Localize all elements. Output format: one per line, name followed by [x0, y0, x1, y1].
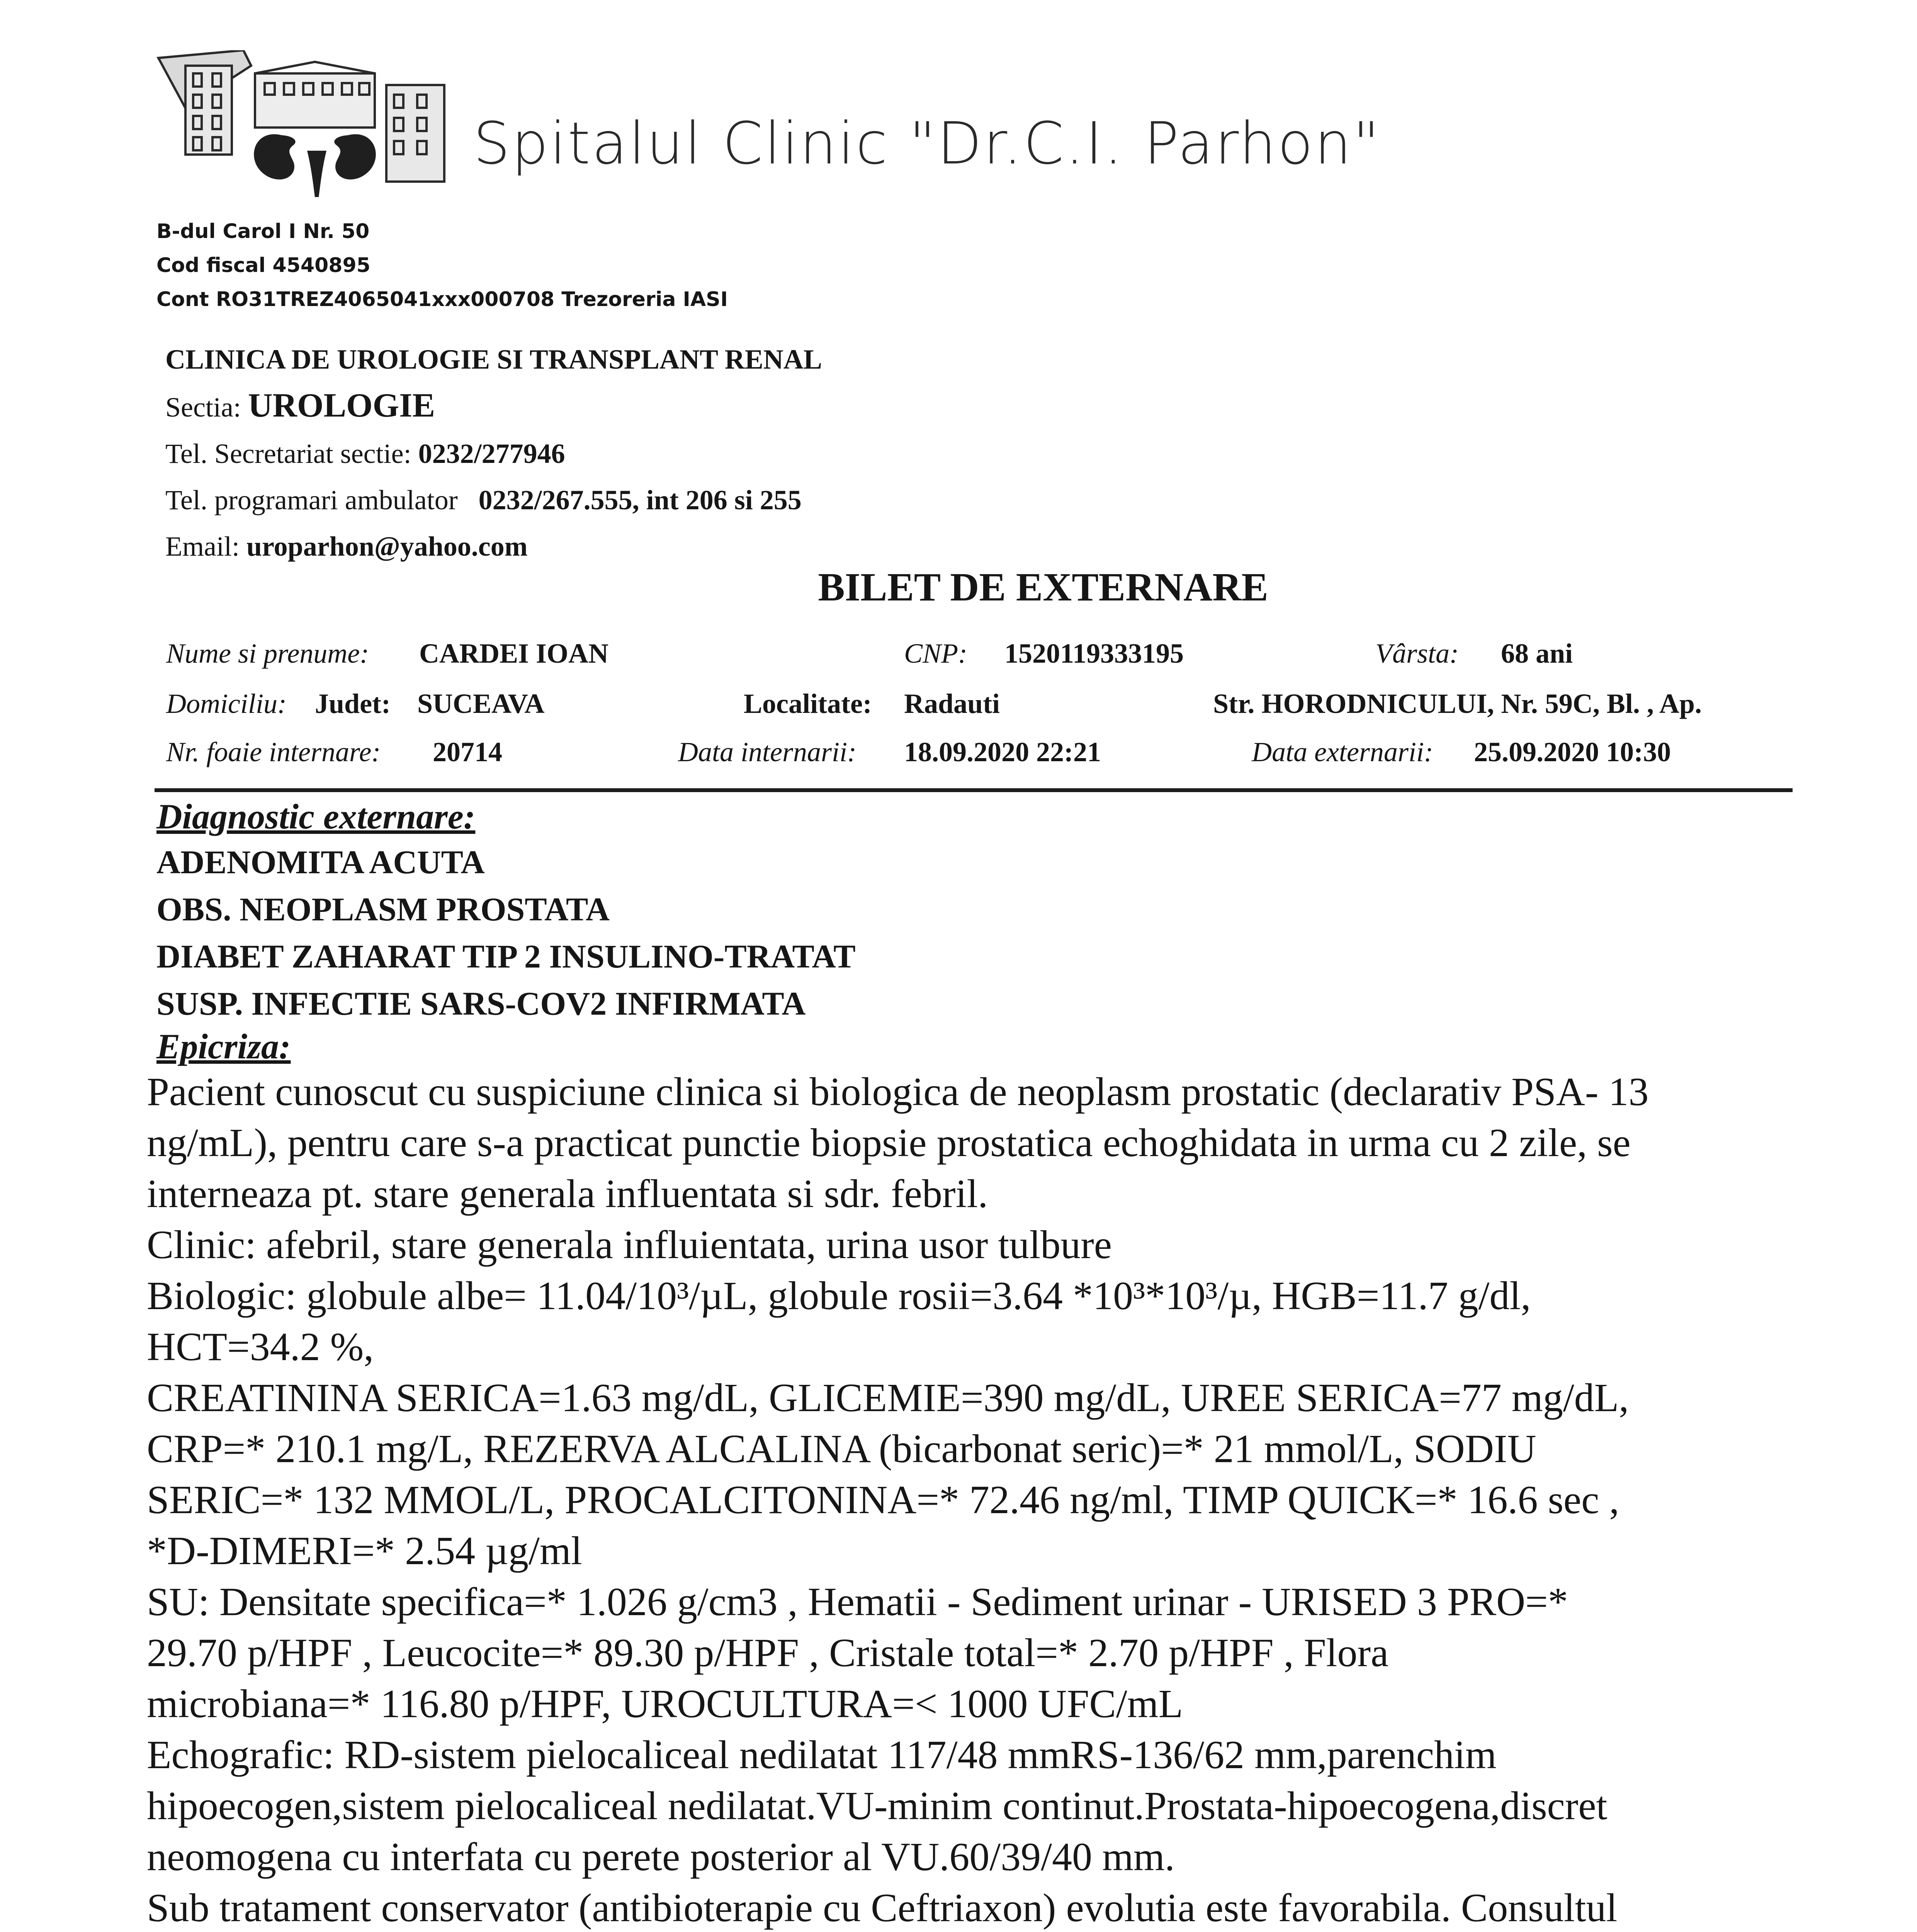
epicrisis-line: interneaza pt. stare generala influentata si sdr. febril. — [147, 1172, 988, 1216]
clinic-info — [165, 336, 822, 570]
document-title: BILET DE EXTERNARE — [818, 565, 1268, 609]
foaie-label: Nr. foaie internare: — [166, 736, 381, 767]
discharge-date-label: Data externarii: — [1252, 736, 1433, 767]
epicrisis-text — [147, 1066, 1874, 1932]
patient-row-3 — [0, 736, 1917, 779]
patient-judet: SUCEAVA — [417, 688, 545, 719]
diagnosis-item: OBS. NEOPLASM PROSTATA — [156, 891, 610, 928]
patient-name: CARDEI IOAN — [419, 638, 609, 669]
address-line: B-dul Carol I Nr. 50 — [156, 220, 370, 243]
admission-date: 18.09.2020 22:21 — [904, 736, 1101, 767]
building-icon-right — [386, 85, 444, 182]
admission-date-label: Data internarii: — [678, 736, 857, 767]
hospital-name: Spitalul Clinic "Dr.C.I. Parhon" — [473, 110, 1381, 177]
patient-foaie: 20714 — [433, 736, 502, 767]
clinic-appointments-phone: Tel. programari ambulator 0232/267.555, int 206 si 255 — [165, 485, 802, 515]
section-value: UROLOGIE — [248, 387, 435, 424]
epicrisis-line: 29.70 p/HPF , Leucocite=* 89.30 p/HPF , Cristale total=* 2.70 p/HPF , Flora — [147, 1631, 1389, 1675]
epicrisis-line: SERIC=* 132 MMOL/L, PROCALCITONINA=* 72.46 ng/ml, TIMP QUICK=* 16.6 sec , — [147, 1478, 1620, 1522]
clinic-email: Email: uroparhon@yahoo.com — [165, 531, 528, 562]
patient-street: Str. HORODNICULUI, Nr. 59C, Bl. , Ap. — [1213, 688, 1702, 719]
diagnosis-item: ADENOMITA ACUTA — [156, 844, 485, 881]
header-divider — [155, 788, 1793, 792]
discharge-date: 25.09.2020 10:30 — [1474, 736, 1671, 767]
epicrisis-line: ng/mL), pentru care s-a practicat punctie biopsie prostatica echoghidata in urma cu 2 zile, se — [147, 1121, 1631, 1165]
clinic-section: Sectia: UROLOGIE — [165, 387, 435, 424]
cnp-label: CNP: — [904, 638, 968, 669]
epicrisis-line: microbiana=* 116.80 p/HPF, UROCULTURA=< 1000 UFC/mL — [147, 1682, 1183, 1726]
epicrisis-line: HCT=34.2 %, — [147, 1325, 374, 1369]
localitate-label: Localitate: — [744, 688, 872, 719]
building-icon-left — [158, 50, 251, 155]
clinic-secretariat-phone: Tel. Secretariat sectie: 0232/277946 — [165, 438, 565, 469]
epicrisis-line: Echografic: RD-sistem pielocaliceal nedilatat 117/48 mmRS-136/62 mm,parenchim — [147, 1733, 1497, 1777]
hospital-address — [156, 214, 728, 316]
age-label: Vârsta: — [1375, 638, 1459, 669]
building-icon-middle — [255, 62, 375, 128]
epicrisis-line: CREATININA SERICA=1.63 mg/dL, GLICEMIE=390 mg/dL, UREE SERICA=77 mg/dL, — [147, 1376, 1629, 1420]
fiscal-code-line: Cod fiscal 4540895 — [156, 254, 370, 277]
epicrisis-line: Sub tratament conservator (antibioterapie cu Ceftriaxon) evolutia este favorabila. Consultul — [147, 1886, 1618, 1930]
epicrisis-line: hipoecogen,sistem pielocaliceal nedilatat.VU-minim continut.Prostata-hipoecogena,discret — [147, 1784, 1608, 1828]
diagnosis-list — [156, 838, 856, 1027]
name-label: Nume si prenume: — [166, 638, 369, 669]
patient-age: 68 ani — [1501, 638, 1573, 669]
epicrisis-line: CRP=* 210.1 mg/L, REZERVA ALCALINA (bicarbonat seric)=* 21 mmol/L, SODIU — [147, 1427, 1536, 1471]
epicrisis-line: Clinic: afebril, stare generala influientata, urina usor tulbure — [147, 1223, 1112, 1267]
clinic-name: CLINICA DE UROLOGIE SI TRANSPLANT RENAL — [165, 344, 822, 375]
kidneys-icon — [254, 134, 376, 197]
epicrisis-line: Pacient cunoscut cu suspiciune clinica si biologica de neoplasm prostatic (declarativ PSA- 13 — [147, 1070, 1649, 1114]
patient-cnp: 1520119333195 — [1004, 638, 1184, 669]
epicrisis-line: neomogena cu interfata cu perete posterior al VU.60/39/40 mm. — [147, 1835, 1175, 1879]
epicrisis-line: SU: Densitate specifica=* 1.026 g/cm3 , Hematii - Sediment urinar - URISED 3 PRO=* — [147, 1580, 1568, 1624]
diagnosis-heading: Diagnostic externare: — [156, 797, 476, 836]
epicrisis-heading: Epicriza: — [156, 1027, 291, 1066]
judet-label: Judet: — [315, 688, 391, 719]
bank-account-line: Cont RO31TREZ4065041xxx000708 Trezoreria IASI — [156, 288, 728, 311]
hospital-logo — [155, 50, 471, 197]
diagnosis-item: SUSP. INFECTIE SARS-COV2 INFIRMATA — [156, 985, 806, 1022]
epicrisis-line: *D-DIMERI=* 2.54 µg/ml — [147, 1529, 582, 1573]
patient-row-1 — [0, 638, 1917, 680]
epicrisis-line: Biologic: globule albe= 11.04/10³/µL, globule rosii=3.64 *10³*10³/µ, HGB=11.7 g/dl, — [147, 1274, 1531, 1318]
patient-row-2 — [0, 688, 1917, 730]
domiciliu-label: Domiciliu: — [166, 688, 287, 719]
patient-localitate: Radauti — [904, 688, 1000, 719]
diagnosis-item: DIABET ZAHARAT TIP 2 INSULINO-TRATAT — [156, 938, 856, 975]
